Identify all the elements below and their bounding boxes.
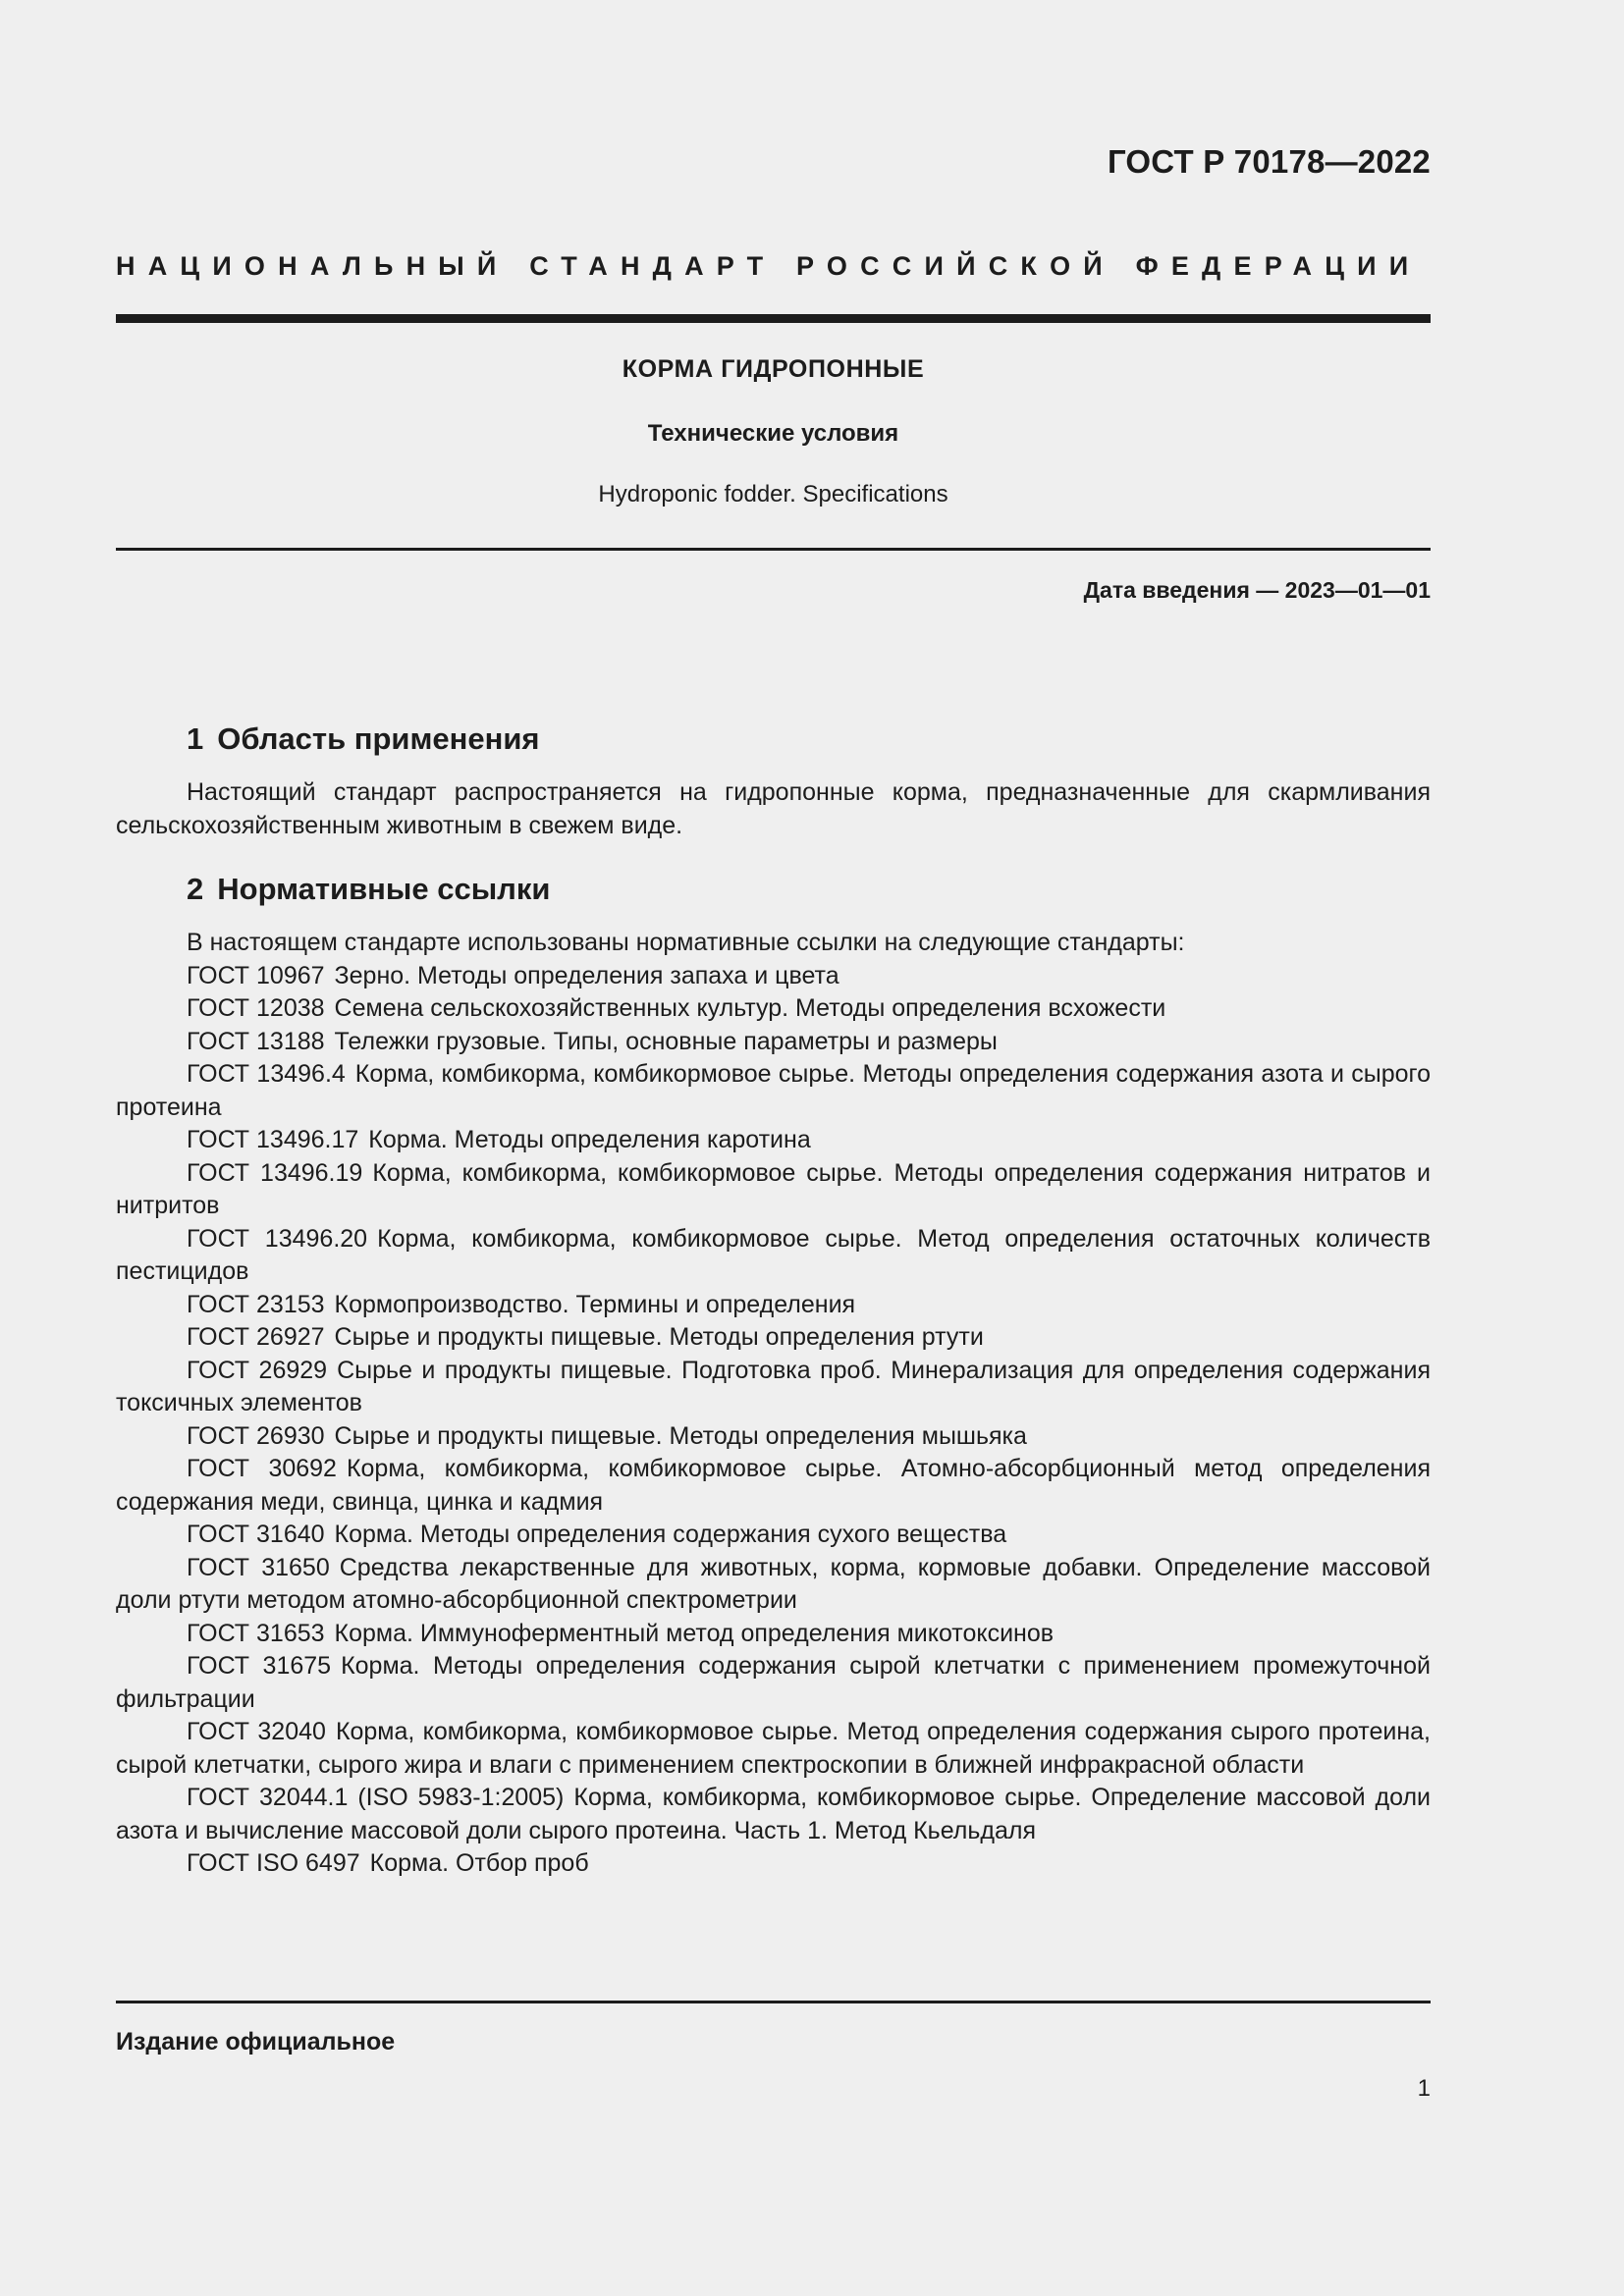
reference-item xyxy=(116,1124,1431,1157)
footer-divider xyxy=(116,2001,1431,2003)
document-english-title: Hydroponic fodder. Specifications xyxy=(598,481,948,507)
reference-item xyxy=(116,1289,1431,1322)
reference-item xyxy=(116,1058,1431,1124)
section-references xyxy=(116,870,1431,1881)
reference-code: ГОСТ 12038 xyxy=(187,994,325,1022)
reference-code: ГОСТ 13496.4 xyxy=(187,1060,346,1088)
document-title: КОРМА ГИДРОПОННЫЕ xyxy=(622,355,925,383)
reference-code: ГОСТ 31653 xyxy=(187,1619,325,1647)
reference-title: Сырье и продукты пищевые. Методы определения ртути xyxy=(334,1323,984,1351)
reference-item xyxy=(116,992,1431,1026)
scope-paragraph: Настоящий стандарт распространяется на гидропонные корма, предназначенные для скармливания сельскохозяйственным животным в свежем виде. xyxy=(116,778,1431,839)
reference-item xyxy=(116,1223,1431,1289)
reference-title: Зерно. Методы определения запаха и цвета xyxy=(334,961,839,989)
reference-code: ГОСТ 26929 xyxy=(187,1356,328,1384)
reference-title: Средства лекарственные для животных, корма, кормовые добавки. Определение массовой доли ртути методом атомно-абсорбционной спектрометрии xyxy=(116,1553,1431,1614)
section-heading xyxy=(116,720,1431,759)
introduction-date: Дата введения — 2023—01—01 xyxy=(1083,577,1431,603)
reference-item xyxy=(116,1157,1431,1223)
reference-code: ГОСТ 10967 xyxy=(187,961,325,989)
reference-code: ГОСТ 13496.17 xyxy=(187,1126,359,1153)
reference-item xyxy=(116,1782,1431,1847)
reference-code: ГОСТ 30692 xyxy=(187,1455,337,1482)
document-body xyxy=(116,720,1431,1881)
reference-title: Сырье и продукты пищевые. Методы определения мышьяка xyxy=(334,1421,1027,1450)
document-page xyxy=(116,0,1431,2296)
reference-title: Корма, комбикорма, комбикормовое сырье. Метод определения содержания сырого протеина, сырой клетчатки, сырого жира и влаги с применением спектроскопии в ближней инфракрасной области xyxy=(116,1718,1431,1779)
section-number: 1 xyxy=(187,721,204,756)
reference-title: Корма, комбикорма, комбикормовое сырье. Атомно-абсорбционный метод определения содержания меди, свинца, цинка и кадмия xyxy=(116,1455,1431,1516)
reference-item xyxy=(116,1618,1431,1651)
reference-item xyxy=(116,1716,1431,1782)
reference-code: ГОСТ 23153 xyxy=(187,1290,325,1318)
reference-title: Корма, комбикорма, комбикормовое сырье. Методы определения содержания азота и сырого протеина xyxy=(116,1060,1431,1121)
reference-code: ГОСТ 31640 xyxy=(187,1521,325,1548)
header-divider xyxy=(116,314,1431,323)
reference-code: ГОСТ 32040 xyxy=(187,1718,326,1745)
reference-item xyxy=(116,1026,1431,1059)
section-number: 2 xyxy=(187,872,204,906)
reference-item xyxy=(116,1552,1431,1618)
reference-code: ГОСТ ISO 6497 xyxy=(187,1849,360,1877)
reference-title: Тележки грузовые. Типы, основные параметры и размеры xyxy=(334,1027,998,1055)
section-title: Область применения xyxy=(217,721,540,756)
reference-item xyxy=(116,1519,1431,1552)
official-edition-label: Издание официальное xyxy=(116,2028,396,2056)
references-intro: В настоящем стандарте использованы нормативные ссылки на следующие стандарты: xyxy=(187,929,1185,956)
reference-title: Корма. Отбор проб xyxy=(369,1849,589,1877)
reference-code: ГОСТ 13496.20 xyxy=(187,1224,368,1253)
reference-item xyxy=(116,960,1431,993)
reference-title: Корма, комбикорма, комбикормовое сырье. Методы определения содержания нитратов и нитритов xyxy=(116,1158,1431,1219)
section-title: Нормативные ссылки xyxy=(217,872,551,906)
title-divider xyxy=(116,548,1431,551)
reference-item xyxy=(116,1321,1431,1355)
reference-list xyxy=(116,960,1431,1881)
reference-code: ГОСТ 26930 xyxy=(187,1421,325,1450)
section-scope xyxy=(116,720,1431,842)
reference-item xyxy=(116,1650,1431,1716)
reference-code: ГОСТ 31650 xyxy=(187,1553,330,1581)
reference-code: ГОСТ 32044.1 (ISO 5983-1:2005) xyxy=(187,1784,565,1811)
section-heading xyxy=(116,870,1431,909)
reference-title: Кормопроизводство. Термины и определения xyxy=(334,1290,856,1318)
reference-title: Сырье и продукты пищевые. Подготовка проб. Минерализация для определения содержания токсичных элементов xyxy=(116,1356,1431,1416)
reference-title: Семена сельскохозяйственных культур. Методы определения всхожести xyxy=(334,994,1166,1022)
reference-item xyxy=(116,1847,1431,1881)
reference-title: Корма, комбикорма, комбикормовое сырье. Метод определения остаточных количеств пестицидов xyxy=(116,1224,1431,1285)
reference-item xyxy=(116,1420,1431,1454)
reference-code: ГОСТ 13496.19 xyxy=(187,1158,363,1187)
reference-title: Корма. Методы определения каротина xyxy=(368,1126,811,1153)
reference-title: Корма. Иммуноферментный метод определения микотоксинов xyxy=(334,1619,1055,1647)
national-standard-banner: НАЦИОНАЛЬНЫЙ СТАНДАРТ РОССИЙСКОЙ ФЕДЕРАЦИИ xyxy=(116,251,1422,281)
reference-item xyxy=(116,1355,1431,1420)
reference-code: ГОСТ 13188 xyxy=(187,1027,325,1055)
document-subtitle: Технические условия xyxy=(647,420,899,447)
page-number: 1 xyxy=(1417,2075,1431,2102)
reference-code: ГОСТ 31675 xyxy=(187,1652,332,1680)
reference-title: Корма. Методы определения содержания сырой клетчатки с применением промежуточной фильтрации xyxy=(116,1652,1431,1713)
reference-code: ГОСТ 26927 xyxy=(187,1323,325,1351)
document-number: ГОСТ Р 70178—2022 xyxy=(1107,143,1431,180)
reference-item xyxy=(116,1453,1431,1519)
reference-title: Корма, комбикорма, комбикормовое сырье. Определение массовой доли азота и вычисление массовой доли сырого протеина. Часть 1. Метод Кьельдаля xyxy=(116,1784,1431,1844)
reference-title: Корма. Методы определения содержания сухого вещества xyxy=(334,1521,1007,1548)
